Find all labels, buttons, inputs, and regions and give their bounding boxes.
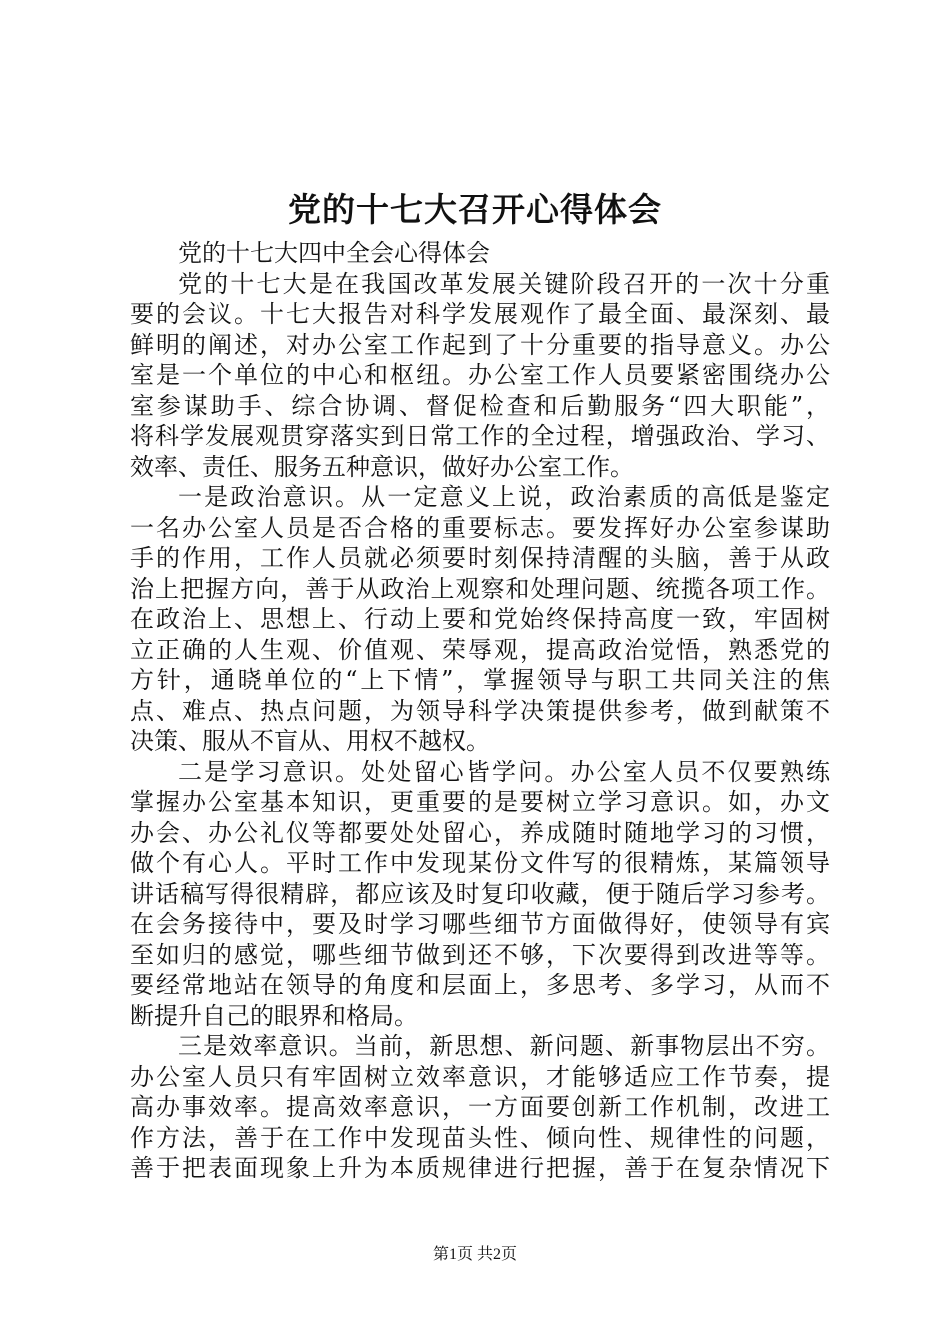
text-line: 办公室人员只有牢固树立效率意识，才能够适应工作节奏，提 bbox=[130, 1062, 830, 1091]
text-line: 将科学发展观贯穿落实到日常工作的全过程，增强政治、学习、 bbox=[130, 422, 830, 450]
text-line: 在会务接待中，要及时学习哪些细节方面做得好，使领导有宾 bbox=[130, 910, 830, 938]
text-line: 鲜明的阐述，对办公室工作起到了十分重要的指导意义。办公 bbox=[130, 330, 830, 359]
page-footer: 第1页 共2页 bbox=[432, 1246, 517, 1263]
text-line: 决策、服从不盲从、用权不越权。 bbox=[130, 727, 490, 755]
text-line: 一名办公室人员是否合格的重要标志。要发挥好办公室参谋助 bbox=[130, 513, 830, 542]
text-line: 善于把表面现象上升为本质规律进行把握，善于在复杂情况下 bbox=[130, 1154, 830, 1182]
text-line: 立正确的人生观、价值观、荣辱观，提高政治觉悟，熟悉党的 bbox=[130, 635, 830, 664]
text-line: 二是学习意识。处处留心皆学问。办公室人员不仅要熟练 bbox=[178, 757, 830, 786]
text-line: 在政治上、思想上、行动上要和党始终保持高度一致，牢固树 bbox=[130, 605, 830, 633]
text-line: 高办事效率。提高效率意识，一方面要创新工作机制，改进工 bbox=[130, 1093, 830, 1121]
text-line: 党的十七大四中全会心得体会 bbox=[178, 239, 490, 267]
text-line: 断提升自己的眼界和格局。 bbox=[130, 1001, 418, 1030]
text-line: 讲话稿写得很精辟，都应该及时复印收藏，便于随后学习参考。 bbox=[130, 879, 830, 908]
text-line: 治上把握方向，善于从政治上观察和处理问题、统揽各项工作。 bbox=[130, 574, 830, 603]
text-line: 效率、责任、服务五种意识，做好办公室工作。 bbox=[130, 452, 634, 481]
text-line: 要的会议。十七大报告对科学发展观作了最全面、最深刻、最 bbox=[130, 300, 830, 328]
text-line: 办会、办公礼仪等都要处处留心，养成随时随地学习的习惯， bbox=[130, 818, 830, 847]
text-line: 方针，通晓单位的“上下情”，掌握领导与职工共同关注的焦 bbox=[130, 666, 830, 694]
text-line: 作方法，善于在工作中发现苗头性、倾向性、规律性的问题， bbox=[130, 1123, 830, 1152]
text-line: 要经常地站在领导的角度和层面上，多思考、多学习，从而不 bbox=[130, 971, 830, 999]
text-line: 一是政治意识。从一定意义上说，政治素质的高低是鉴定 bbox=[178, 483, 830, 511]
text-line: 党的十七大是在我国改革发展关键阶段召开的一次十分重 bbox=[178, 269, 830, 298]
text-line: 至如归的感觉，哪些细节做到还不够，下次要得到改进等等。 bbox=[130, 940, 830, 969]
text-line: 室是一个单位的中心和枢纽。办公室工作人员要紧密围绕办公 bbox=[130, 361, 830, 389]
document-title: 党的十七大召开心得体会 bbox=[288, 190, 662, 229]
text-line: 掌握办公室基本知识，更重要的是要树立学习意识。如，办文 bbox=[130, 788, 830, 816]
text-line: 手的作用，工作人员就必须要时刻保持清醒的头脑，善于从政 bbox=[130, 544, 830, 572]
text-line: 三是效率意识。当前，新思想、新问题、新事物层出不穷。 bbox=[178, 1032, 830, 1060]
text-line: 做个有心人。平时工作中发现某份文件写的很精炼，某篇领导 bbox=[130, 849, 830, 877]
text-line: 点、难点、热点问题，为领导科学决策提供参考，做到献策不 bbox=[130, 696, 830, 725]
document-body bbox=[130, 238, 830, 1184]
text-line: 室参谋助手、综合协调、督促检查和后勤服务“四大职能”， bbox=[130, 391, 830, 420]
